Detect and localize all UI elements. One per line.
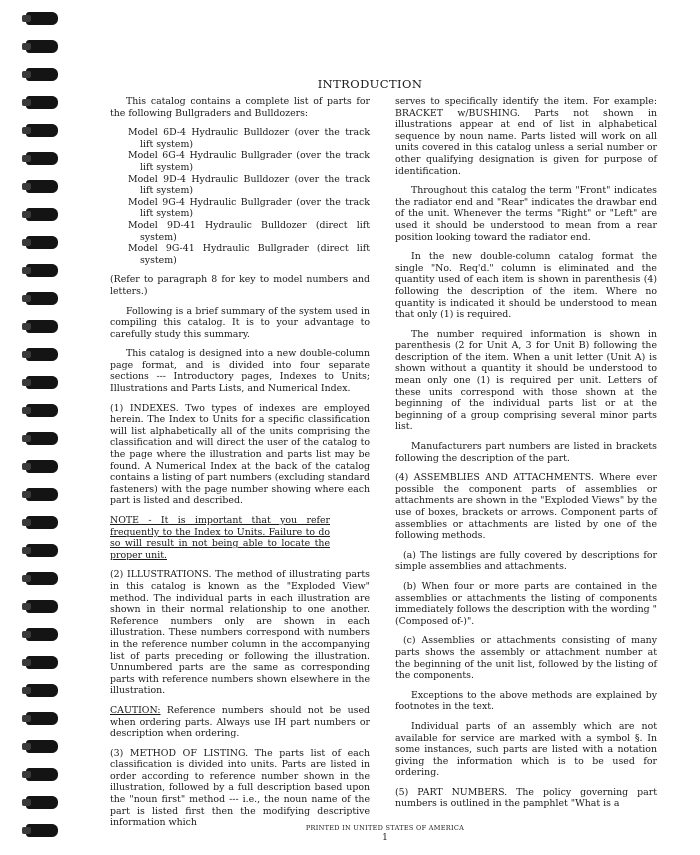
printed-footer: PRINTED IN UNITED STATES OF AMERICA <box>305 824 465 832</box>
binding-ring <box>26 376 58 389</box>
model-item: Model 6G-4 Hydraulic Bullgrader (over the track lift system) <box>128 150 370 173</box>
exceptions-paragraph: Exceptions to the above methods are explained by footnotes in the text. <box>395 689 657 713</box>
binding-ring <box>26 40 58 53</box>
refer-paragraph: (Refer to paragraph 8 for key to model numbers and letters.) <box>110 274 370 297</box>
assemblies-paragraph: (4) ASSEMBLIES AND ATTACHMENTS. Where ever possible the component parts of assemblies or attachments are shown in the "Exploded Views" by the use of boxes, brackets or arrows. Component parts of assemblies or attachments are listed by one of the following methods. <box>395 472 657 542</box>
binding-ring <box>26 460 58 473</box>
model-item: Model 9D-41 Hydraulic Bulldozer (direct lift system) <box>128 219 370 243</box>
binding-ring <box>26 656 58 669</box>
continuation-paragraph: serves to specifically identify the item. For example: BRACKET w/BUSHING. Parts not shown in illustrations appear at end of list in alphabetical sequence by noun name. Parts listed will work on all units covered in this catalog unless a serial number or other qualifying designation is given for purpose of identification. <box>395 96 657 177</box>
binding-ring <box>26 68 58 81</box>
binding-ring <box>26 572 58 585</box>
individual-parts-paragraph: Individual parts of an assembly which are not available for service are marked with a symbol §. In some instances, such parts are listed with a notation giving the information which is to be used for ordering. <box>395 720 657 779</box>
indexes-paragraph: (1) INDEXES. Two types of indexes are employed herein. The Index to Units for a specific classification will list alphabetically all of the units comprising the classification and will direct the user of the catalog to the page where the illustration and parts list may be found. A Numerical Index at the back of the catalog contains a listing of part numbers (excluding standard fasteners) with the page number showing where each part is listed and described. <box>110 402 370 507</box>
binding-ring <box>26 432 58 445</box>
caution-label: CAUTION: <box>110 704 161 716</box>
note-text: NOTE - It is important that you refer frequently to the Index to Units. Failure to do so will result in not being able to locate the proper unit. <box>110 515 330 561</box>
binding-ring <box>26 712 58 725</box>
method-paragraph: (3) METHOD OF LISTING. The parts list of each classification is divided into units. Parts are listed in order according to reference number shown in the illustration, followed by a full description based upon the "noun first" method --- i.e., the noun name of the part is listed first then the modifying descriptive information which <box>110 747 370 829</box>
note-paragraph <box>110 515 330 561</box>
binding-ring <box>26 544 58 557</box>
method-b-paragraph: (b) When four or more parts are contained in the assemblies or attachments the listing of components immediately follows the description with the wording "(Composed of-)". <box>395 580 657 627</box>
part-numbers-paragraph: (5) PART NUMBERS. The policy governing part numbers is outlined in the pamphlet "What is a <box>395 786 657 810</box>
double-column-paragraph: In the new double-column catalog format the single "No. Req'd." column is eliminated and the quantity used of each item is shown in parenthesis (4) following the description of the item. Where no quantity is indicated it should be understood to mean that only (1) is required. <box>395 251 657 321</box>
binding-ring <box>26 740 58 753</box>
model-item: Model 9G-41 Hydraulic Bullgrader (direct lift system) <box>128 243 370 266</box>
manufacturers-paragraph: Manufacturers part numbers are listed in brackets following the description of the part. <box>395 441 657 464</box>
spiral-binding <box>0 0 60 855</box>
illustrations-paragraph: (2) ILLUSTRATIONS. The method of illustrating parts in this catalog is known as the "Exploded View" method. The individual parts in each illustration are shown in their normal relationship to one another. Reference numbers only are shown in each illustration. These numbers correspond with numbers in the reference number column in the accompanying list of parts preceding or following the illustration. Unnumbered parts are the same as corresponding parts with reference numbers shown elsewhere in the illustration. <box>110 569 370 697</box>
binding-ring <box>26 684 58 697</box>
binding-ring <box>26 12 58 25</box>
caution-paragraph <box>110 705 370 740</box>
method-a-paragraph: (a) The listings are fully covered by descriptions for simple assemblies and attachments. <box>395 549 657 573</box>
binding-ring <box>26 404 58 417</box>
binding-ring <box>26 96 58 109</box>
page-title: INTRODUCTION <box>317 77 423 91</box>
model-item: Model 6D-4 Hydraulic Bulldozer (over the track lift system) <box>128 127 370 150</box>
binding-ring <box>26 320 58 333</box>
binding-ring <box>26 348 58 361</box>
binding-ring <box>26 236 58 249</box>
binding-ring <box>26 628 58 641</box>
binding-ring <box>26 152 58 165</box>
left-column <box>110 96 370 837</box>
binding-ring <box>26 824 58 837</box>
model-list <box>128 127 370 266</box>
binding-ring <box>26 516 58 529</box>
number-required-paragraph: The number required information is shown in parenthesis (2 for Unit A, 3 for Unit B) following the description of the item. When a unit letter (Unit A) is shown without a quantity it should be understood to mean only one (1) is required per unit. Letters of these units correspond with those shown at the beginning of the individual parts list or at the beginning of a group comprising several minor parts list. <box>395 328 657 433</box>
front-paragraph: Throughout this catalog the term "Front" indicates the radiator end and "Rear" indicates the drawbar end of the unit. Whenever the terms "Right" or "Left" are used it should be understood to mean from a rear position looking toward the radiator end. <box>395 185 657 243</box>
binding-ring <box>26 768 58 781</box>
method-c-paragraph: (c) Assemblies or attachments consisting of many parts shows the assembly or attachment number at the beginning of the unit list, followed by the listing of the components. <box>395 635 657 682</box>
model-item: Model 9G-4 Hydraulic Bullgrader (over the track lift system) <box>128 196 370 220</box>
format-paragraph: This catalog is designed into a new double-column page format, and is divided into four separate sections --- Introductory pages, Indexes to Units; Illustrations and Parts Lists, and Numerical Index. <box>110 348 370 395</box>
binding-ring <box>26 488 58 501</box>
right-column <box>395 96 657 818</box>
summary-paragraph: Following is a brief summary of the system used in compiling this catalog. It is to your advantage to carefully study this summary. <box>110 305 370 340</box>
binding-ring <box>26 292 58 305</box>
intro-paragraph: This catalog contains a complete list of parts for the following Bullgraders and Bulldozers: <box>110 96 370 119</box>
binding-ring <box>26 208 58 221</box>
binding-ring <box>26 124 58 137</box>
binding-ring <box>26 796 58 809</box>
binding-ring <box>26 264 58 277</box>
model-item: Model 9D-4 Hydraulic Bulldozer (over the track lift system) <box>128 173 370 197</box>
caution-text: Reference numbers should not be used when ordering parts. Always use IH part numbers or description when ordering. <box>110 704 370 740</box>
binding-ring <box>26 600 58 613</box>
page-number: 1 <box>382 833 388 843</box>
binding-ring <box>26 180 58 193</box>
